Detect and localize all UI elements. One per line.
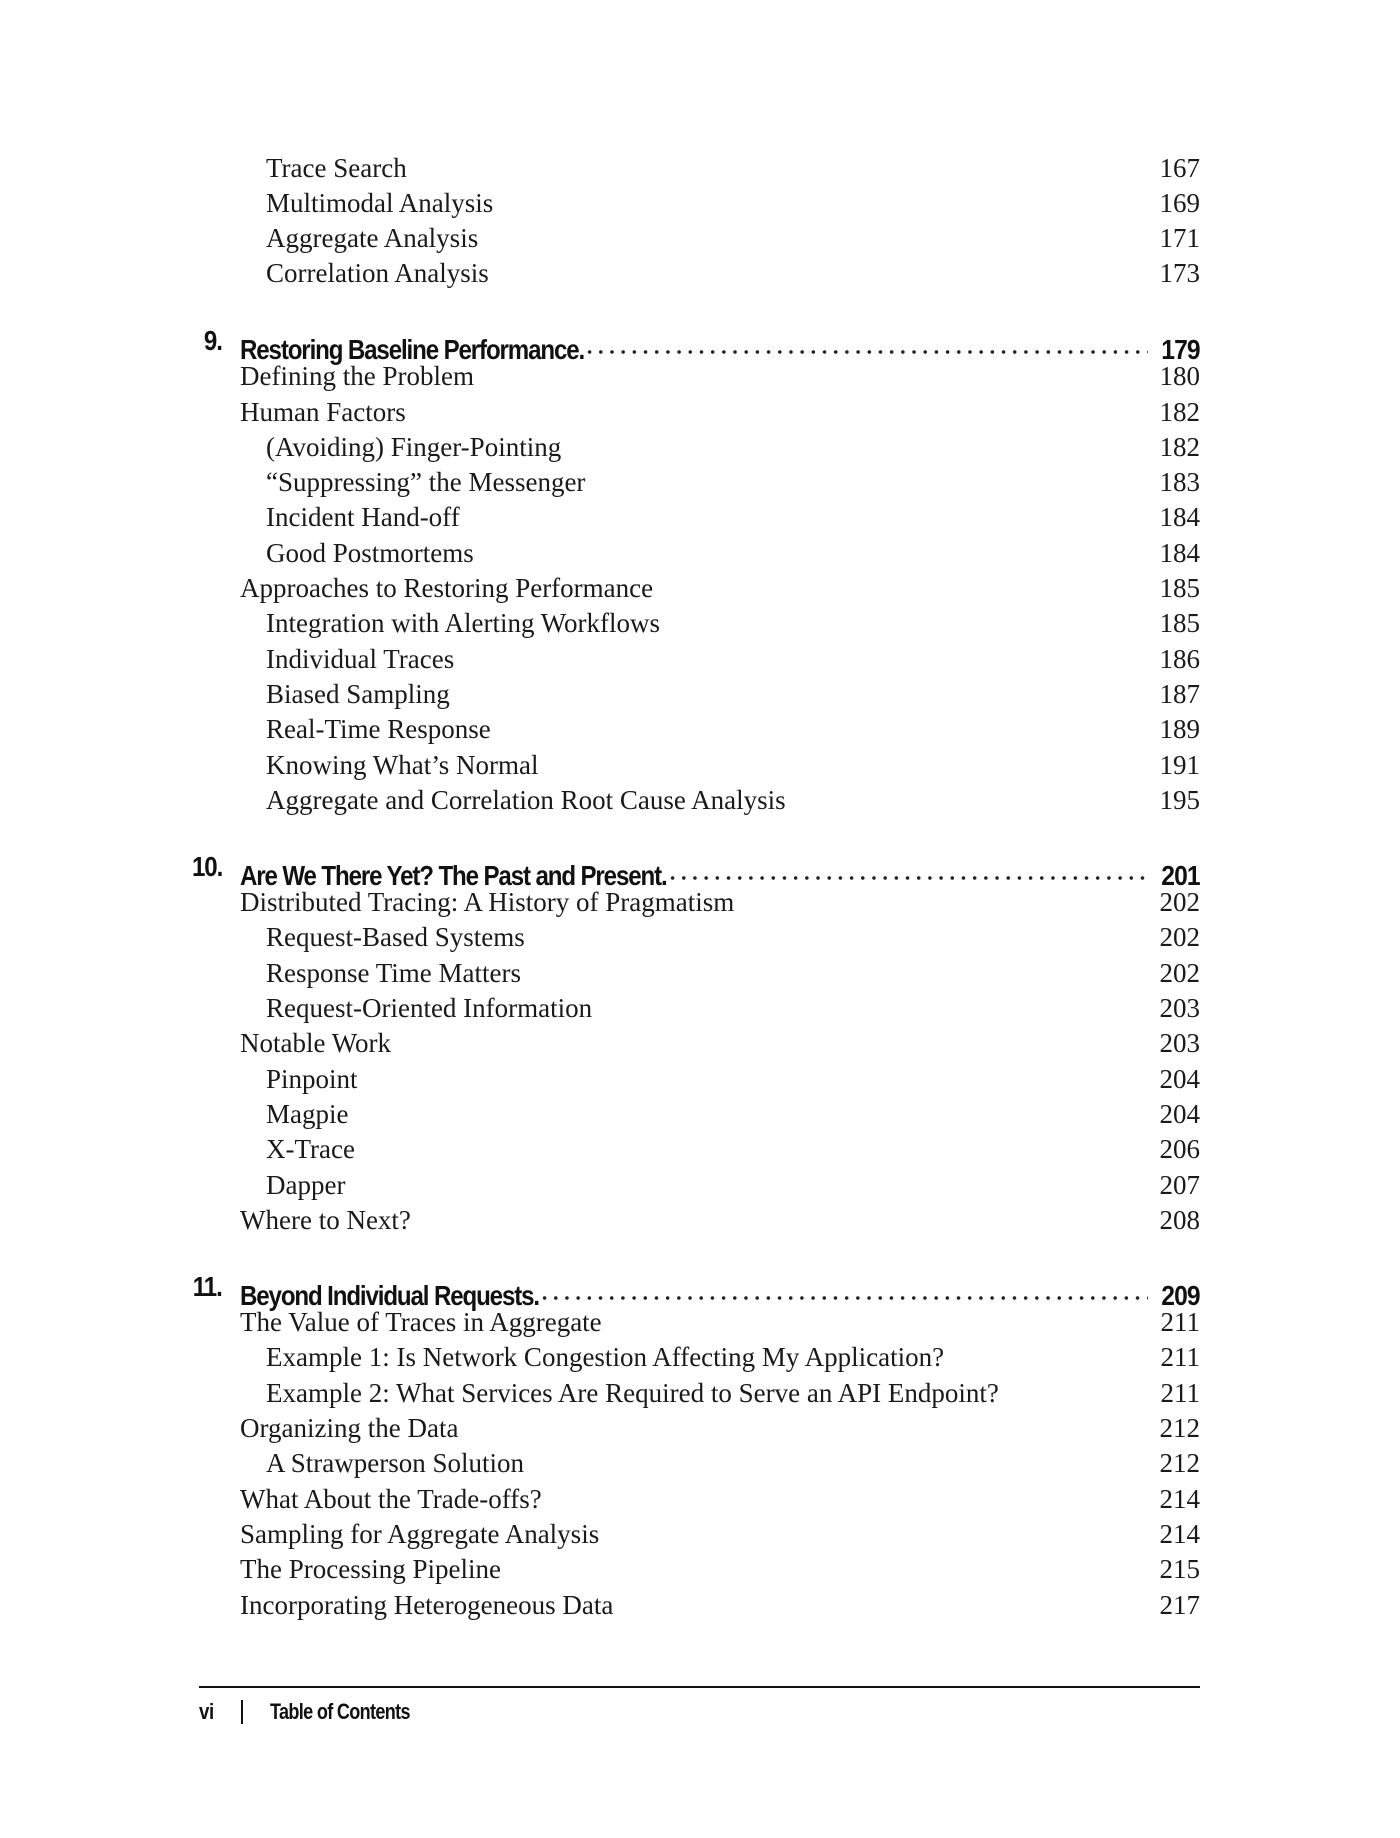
toc-entry-title: Good Postmortems (266, 537, 474, 568)
toc-entry-page: 183 (1159, 467, 1200, 498)
toc-entry-title: What About the Trade-offs? (240, 1483, 542, 1514)
toc-entry-title: “Suppressing” the Messenger (266, 467, 586, 498)
toc-entry[interactable] (0, 676, 1400, 712)
toc-chapter-heading[interactable] (0, 849, 1400, 891)
toc-entry[interactable] (0, 1339, 1400, 1375)
toc-entry-title: Example 1: Is Network Congestion Affecting My Application? (266, 1342, 945, 1373)
toc-entry[interactable] (0, 1167, 1400, 1203)
toc-entry-page: 204 (1159, 1063, 1200, 1094)
toc-entry[interactable] (0, 499, 1400, 535)
toc-entry-page: 184 (1159, 537, 1200, 568)
toc-entry-page: 203 (1159, 1028, 1200, 1059)
chapter-page-number: 201 (1161, 859, 1200, 891)
toc-entry-title: Aggregate Analysis (266, 223, 479, 253)
toc-entry-page: 173 (1159, 258, 1200, 288)
toc-entry[interactable] (0, 641, 1400, 677)
chapter-number: 9. (203, 324, 222, 356)
toc-entry-title: The Processing Pipeline (240, 1554, 501, 1585)
toc-entry-title: Real-Time Response (266, 714, 491, 745)
toc-entry[interactable] (0, 1304, 1400, 1340)
toc-entry[interactable] (0, 1375, 1400, 1411)
toc-entry[interactable] (0, 1061, 1400, 1097)
toc-entry-title: Incident Hand-off (266, 502, 460, 533)
toc-entry-page: 212 (1159, 1448, 1200, 1479)
footer-separator (241, 1700, 243, 1724)
toc-entry-title: Trace Search (266, 153, 407, 183)
toc-entry-title: Knowing What’s Normal (266, 749, 539, 780)
toc-entry[interactable] (0, 185, 1400, 221)
toc-entry[interactable] (0, 990, 1400, 1026)
toc-entry[interactable] (0, 1481, 1400, 1517)
toc-entry-title: Pinpoint (266, 1063, 358, 1094)
toc-entry-page: 211 (1160, 1342, 1200, 1373)
toc-entry-page: 189 (1159, 714, 1200, 745)
toc-entry[interactable] (0, 782, 1400, 818)
toc-entry-page: 195 (1159, 784, 1200, 815)
toc-entry-page: 211 (1160, 1377, 1200, 1408)
chapter-title: Beyond Individual Requests. (240, 1279, 539, 1311)
toc-entry-title: Incorporating Heterogeneous Data (240, 1589, 614, 1620)
toc-entry-title: X-Trace (266, 1134, 355, 1165)
toc-entry[interactable] (0, 464, 1400, 500)
dot-leader (539, 1269, 1149, 1305)
toc-entry-page: 202 (1159, 922, 1200, 953)
toc-entry[interactable] (0, 220, 1400, 256)
chapter-number: 10. (191, 850, 222, 882)
toc-entry-title: Aggregate and Correlation Root Cause Analysis (266, 784, 786, 815)
toc-entry[interactable] (0, 711, 1400, 747)
toc-entry[interactable] (0, 1096, 1400, 1132)
toc-entry-page: 186 (1159, 643, 1200, 674)
toc-entry-title: Biased Sampling (266, 678, 450, 709)
toc-entry-title: Multimodal Analysis (266, 188, 494, 218)
toc-entry-title: A Strawperson Solution (266, 1448, 525, 1479)
toc-entry-title: Integration with Alerting Workflows (266, 608, 661, 639)
toc-entry-page: 167 (1159, 153, 1200, 183)
toc-entry-page: 180 (1159, 361, 1200, 392)
chapter-page-number: 179 (1161, 333, 1200, 365)
toc-entry[interactable] (0, 358, 1400, 394)
dot-leader (667, 849, 1149, 885)
toc-entry[interactable] (0, 1445, 1400, 1481)
toc-entry-title: Response Time Matters (266, 957, 522, 988)
toc-entry-page: 185 (1159, 608, 1200, 639)
toc-entry-page: 215 (1159, 1554, 1200, 1585)
toc-entry[interactable] (0, 535, 1400, 571)
toc-entry-title: Defining the Problem (240, 361, 474, 392)
toc-entry-page: 214 (1159, 1518, 1200, 1549)
toc-entry-title: Where to Next? (240, 1204, 411, 1235)
toc-entry-page: 214 (1159, 1483, 1200, 1514)
chapter-title: Are We There Yet? The Past and Present. (240, 859, 667, 891)
toc-entry-title: The Value of Traces in Aggregate (240, 1307, 602, 1338)
toc-entry-page: 182 (1159, 396, 1200, 427)
footer-section-label: Table of Contents (270, 1699, 410, 1724)
toc-entry[interactable] (0, 955, 1400, 991)
toc-entry-page: 217 (1159, 1589, 1200, 1620)
toc-entry-title: Example 2: What Services Are Required to Serve an API Endpoint? (266, 1377, 999, 1408)
toc-entry-page: 207 (1159, 1169, 1200, 1200)
toc-entry-page: 191 (1159, 749, 1200, 780)
toc-entry-title: Request-Oriented Information (266, 993, 593, 1023)
toc-chapter-heading[interactable] (0, 1269, 1400, 1311)
toc-entry-title: Correlation Analysis (266, 258, 489, 288)
toc-entry-page: 206 (1159, 1134, 1200, 1165)
chapter-title-line (240, 849, 1200, 891)
chapter-page-number: 209 (1161, 1279, 1200, 1311)
toc-entry-title: Human Factors (240, 396, 406, 427)
toc-entry[interactable] (0, 1516, 1400, 1552)
toc-entry[interactable] (0, 1410, 1400, 1446)
toc-entry-title: Approaches to Restoring Performance (240, 573, 654, 603)
footer-page-number: vi (199, 1699, 214, 1724)
toc-entry-page: 185 (1159, 573, 1200, 603)
toc-entry[interactable] (0, 394, 1400, 430)
toc-entry[interactable] (0, 255, 1400, 291)
chapter-title-line (240, 323, 1200, 365)
toc-entry[interactable] (0, 150, 1400, 186)
toc-entry-page: 182 (1159, 431, 1200, 462)
toc-entry[interactable] (0, 884, 1400, 920)
toc-entry-title: Dapper (266, 1169, 346, 1200)
toc-entry-page: 169 (1159, 188, 1200, 218)
toc-entry[interactable] (0, 1202, 1400, 1238)
toc-entry-title: Sampling for Aggregate Analysis (240, 1518, 600, 1549)
toc-entry[interactable] (0, 570, 1400, 606)
toc-chapter-heading[interactable] (0, 323, 1400, 365)
toc-entry-page: 202 (1159, 887, 1200, 918)
dot-leader (584, 323, 1148, 359)
toc-entry-title: Notable Work (240, 1028, 392, 1059)
toc-entry-title: Organizing the Data (240, 1413, 459, 1443)
toc-entry[interactable] (0, 1131, 1400, 1167)
toc-entry-title: (Avoiding) Finger-Pointing (266, 431, 562, 462)
chapter-number: 11. (192, 1270, 222, 1302)
toc-entry-page: 211 (1160, 1307, 1200, 1338)
toc-entry[interactable] (0, 1551, 1400, 1587)
toc-entry-page: 212 (1159, 1413, 1200, 1443)
footer-rule (199, 1686, 1200, 1688)
toc-entry[interactable] (0, 605, 1400, 641)
toc-entry-title: Magpie (266, 1098, 349, 1129)
chapter-title: Restoring Baseline Performance. (240, 333, 585, 365)
toc-entry-title: Individual Traces (266, 643, 455, 674)
toc-entry-title: Request-Based Systems (266, 922, 525, 953)
toc-entry-page: 208 (1159, 1204, 1200, 1235)
toc-entry[interactable] (0, 747, 1400, 783)
chapter-title-line (240, 1269, 1200, 1311)
toc-entry[interactable] (0, 1025, 1400, 1061)
toc-entry-page: 184 (1159, 502, 1200, 533)
toc-entry[interactable] (0, 429, 1400, 465)
toc-entry[interactable] (0, 1587, 1400, 1623)
toc-entry-page: 187 (1159, 678, 1200, 709)
toc-entry-title: Distributed Tracing: A History of Pragmatism (240, 887, 735, 918)
toc-entry-page: 204 (1159, 1098, 1200, 1129)
toc-entry[interactable] (0, 919, 1400, 955)
toc-entry-page: 203 (1159, 993, 1200, 1023)
toc-entry-page: 171 (1159, 223, 1200, 253)
toc-entry-page: 202 (1159, 957, 1200, 988)
